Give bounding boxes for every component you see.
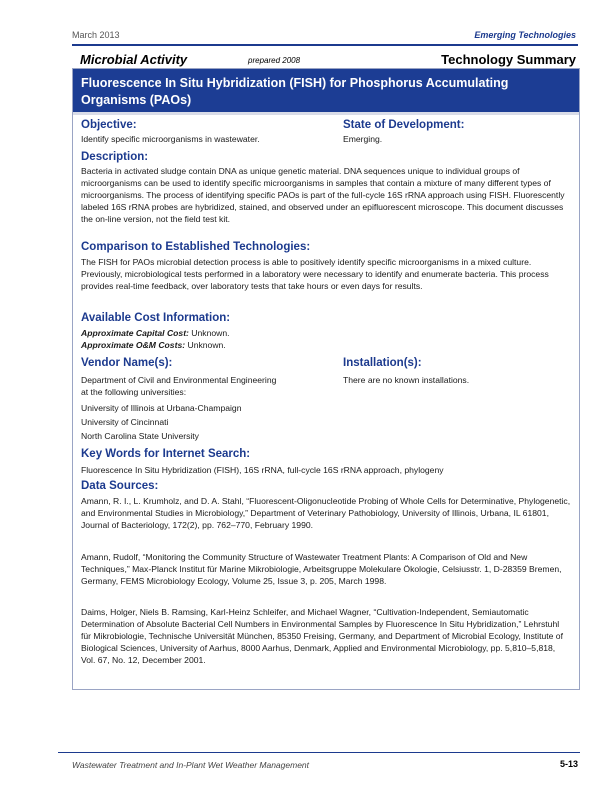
vendor-line: at the following universities: <box>81 387 187 397</box>
capital-cost-value: Unknown. <box>188 328 230 338</box>
title-band <box>73 69 579 115</box>
keywords-heading: Key Words for Internet Search: <box>81 448 251 460</box>
om-cost-value: Unknown. <box>185 340 226 350</box>
om-cost-line <box>81 339 571 351</box>
category-label: Microbial Activity <box>80 52 188 67</box>
header-date: March 2013 <box>72 30 120 40</box>
installation-heading: Installation(s): <box>343 357 422 369</box>
summary-header <box>72 52 578 68</box>
comparison-text: The FISH for PAOs microbial detection process is able to positively identify specific microorganisms in a mixed culture. Previously, microbiological tests performed in a laboratory were necessary to identify and enumerate bacteria. This process provides real-time feedback, over laboratory tests that take hours or even days for results. <box>81 257 549 291</box>
state-text: Emerging. <box>343 134 383 144</box>
header-section-title: Emerging Technologies <box>474 30 576 40</box>
description-text: Bacteria in activated sludge contain DNA as unique genetic material. DNA sequences unique to individual groups of microorganisms can be used to identify specific microorganisms in samples that contain a mixture of many different types of microorganisms. The process of identifying specific PAOs is part of the full-cycle 16S rRNA approach using FISH. Fluorescently labeled 16S rRNA probes are hybridized, stained, and observed under an epifluorescent microscope. This document discusses the on-line version, not the field test kit. <box>81 166 565 224</box>
cost-heading: Available Cost Information: <box>81 312 231 324</box>
capital-cost-line <box>81 327 571 339</box>
vendor-line: University of Cincinnati <box>81 417 169 427</box>
footer-rule <box>58 752 580 753</box>
vendor-line: University of Illinois at Urbana-Champaign <box>81 403 242 413</box>
sources-heading: Data Sources: <box>81 480 159 492</box>
objective-text: Identify specific microorganisms in wastewater. <box>81 134 260 144</box>
footer-publication: Wastewater Treatment and In-Plant Wet Weather Management <box>72 760 310 770</box>
page-header <box>72 30 578 44</box>
source-entry: Amann, R. I., L. Krumholz, and D. A. Stahl, “Fluorescent-Oligonucleotide Probing of Whole Cells for Determinative, Phylogenetic, and Environmental Studies in Microbiology,” Department of Veterinary Pathobiology, University of Illinois, Urbana, IL 61801, Journal of Bacteriology, 172(2), pp. 762–770, February 1990. <box>81 496 571 530</box>
document-title: Fluorescence In Situ Hybridization (FISH) for Phosphorus Accumulating Organisms (PAOs) <box>81 76 509 107</box>
keywords-text: Fluorescence In Situ Hybridization (FISH), 16S rRNA, full-cycle 16S rRNA approach, phylogeny <box>81 465 444 475</box>
vendor-line: Department of Civil and Environmental Engineering <box>81 375 277 385</box>
comparison-heading: Comparison to Established Technologies: <box>81 241 311 253</box>
header-rule <box>72 44 578 46</box>
vendor-line: North Carolina State University <box>81 431 199 441</box>
state-heading: State of Development: <box>343 119 465 131</box>
installation-text: There are no known installations. <box>343 375 470 385</box>
source-entry: Amann, Rudolf, “Monitoring the Community Structure of Wastewater Treatment Plants: A Comparison of Old and New Techniques,” Max-Planck Institut für Marine Mikrobiologie, Arbeitsgruppe Molekulare Ökologie, Celsiusstr. 1, D-28359 Bremen, Germany, FEMS Microbiology Ecology, Volume 25, Issue 3, p. 205, March 1998. <box>81 552 562 586</box>
capital-cost-label: Approximate Capital Cost: <box>81 328 189 338</box>
page-number: 5-13 <box>559 759 578 769</box>
technology-summary-label: Technology Summary <box>441 52 576 67</box>
vendor-heading: Vendor Name(s): <box>81 357 173 369</box>
prepared-date: prepared 2008 <box>248 56 301 65</box>
source-entry: Daims, Holger, Niels B. Ramsing, Karl-Heinz Schleifer, and Michael Wagner, “Cultivation-Independent, Semiautomatic Determination of Absolute Bacterial Cell Numbers in Environmental Samples by Fluorescence In Situ Hybridization,” Lehrstuhl für Mikrobiologie, Technische Universität München, 85350 Freising, Germany, and Department of Microbial Ecology, Institute of Biological Sciences, University of Aarhus, 8000 Aarhus, Denmark, Applied and Environmental Microbiology, pp. 5,810–5,818, Vol. 67, No. 12, December 2001. <box>81 607 563 665</box>
summary-box <box>72 68 580 690</box>
description-heading: Description: <box>81 151 149 163</box>
objective-heading: Objective: <box>81 119 137 131</box>
om-cost-label: Approximate O&M Costs: <box>81 340 186 350</box>
